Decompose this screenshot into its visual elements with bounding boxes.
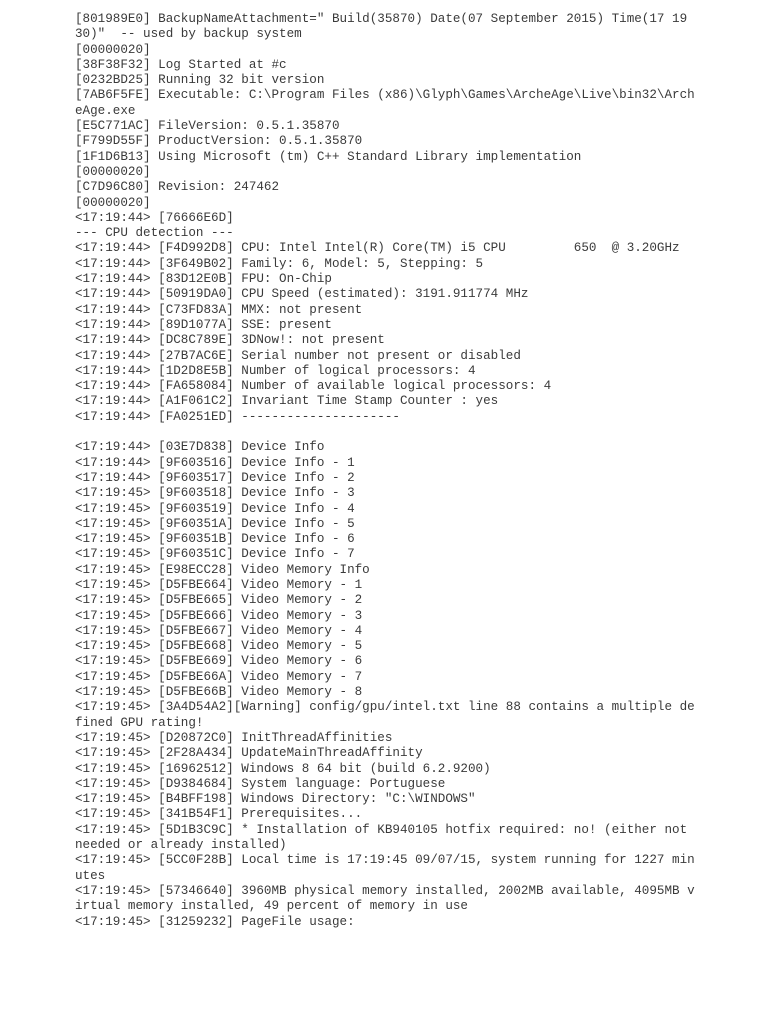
log-line: <17:19:45> [D20872C0] InitThreadAffinities [75, 730, 393, 745]
log-line: <17:19:45> [9F60351A] Device Info - 5 [75, 516, 355, 531]
log-line: <17:19:45> [D5FBE668] Video Memory - 5 [75, 639, 363, 654]
log-line: <17:19:45> [D5FBE666] Video Memory - 3 [75, 608, 363, 623]
log-line: <17:19:45> [2F28A434] UpdateMainThreadAffinity [75, 746, 423, 761]
log-line: <17:19:45> [9F60351B] Device Info - 6 [75, 532, 355, 547]
log-line: [7AB6F5FE] Executable: C:\Program Files (x86)\Glyph\Games\ArcheAge\Live\bin32\ArcheAge.exe [75, 88, 695, 118]
log-line: <17:19:44> [83D12E0B] FPU: On-Chip [75, 272, 332, 287]
log-line: <17:19:45> [D5FBE664] Video Memory - 1 [75, 577, 363, 592]
log-line: <17:19:44> [A1F061C2] Invariant Time Stamp Counter : yes [75, 394, 499, 409]
log-line: <17:19:44> [FA0251ED] --------------------- [75, 409, 400, 424]
log-line: <17:19:45> [5CC0F28B] Local time is 17:19:45 09/07/15, system running for 1227 minutes [75, 853, 695, 883]
log-line: <17:19:44> [9F603516] Device Info - 1 [75, 455, 355, 470]
log-line: <17:19:44> [50919DA0] CPU Speed (estimated): 3191.911774 MHz [75, 287, 529, 302]
log-line: [38F38F32] Log Started at #c [75, 57, 287, 72]
log-line: <17:19:44> [3F649B02] Family: 6, Model: 5, Stepping: 5 [75, 256, 484, 271]
log-line: <17:19:44> [FA658084] Number of available logical processors: 4 [75, 379, 552, 394]
log-line: <17:19:45> [9F60351C] Device Info - 7 [75, 547, 355, 562]
log-line: <17:19:45> [341B54F1] Prerequisites... [75, 807, 363, 822]
log-line: <17:19:45> [B4BFF198] Windows Directory: "C:\WINDOWS" [75, 792, 476, 807]
log-line: <17:19:44> [C73FD83A] MMX: not present [75, 302, 363, 317]
log-line: <17:19:45> [3A4D54A2][Warning] config/gpu/intel.txt line 88 contains a multiple defined GPU rating! [75, 700, 695, 730]
log-line: [F799D55F] ProductVersion: 0.5.1.35870 [75, 134, 363, 149]
log-line: [00000020] [75, 42, 151, 57]
log-line: [801989E0] BackupNameAttachment=" Build(35870) Date(07 September 2015) Time(17 19 30)" -- used by backup system [75, 12, 695, 42]
log-line: [E5C771AC] FileVersion: 0.5.1.35870 [75, 119, 340, 134]
log-line: <17:19:44> [F4D992D8] CPU: Intel Intel(R) Core(TM) i5 CPU 650 @ 3.20GHz [75, 241, 680, 256]
log-line: <17:19:45> [D5FBE66B] Video Memory - 8 [75, 685, 363, 700]
log-line: <17:19:45> [9F603518] Device Info - 3 [75, 486, 355, 501]
log-line: <17:19:45> [9F603519] Device Info - 4 [75, 501, 355, 516]
log-line: <17:19:45> [D5FBE665] Video Memory - 2 [75, 593, 363, 608]
log-line: <17:19:45> [E98ECC28] Video Memory Info [75, 562, 370, 577]
log-line: [1F1D6B13] Using Microsoft (tm) C++ Standard Library implementation [75, 149, 582, 164]
log-line: <17:19:44> [9F603517] Device Info - 2 [75, 470, 355, 485]
log-line: <17:19:45> [D5FBE669] Video Memory - 6 [75, 654, 363, 669]
log-line: <17:19:45> [D9384684] System language: Portuguese [75, 776, 446, 791]
log-line: <17:19:45> [31259232] PageFile usage: [75, 914, 355, 929]
log-line: [C7D96C80] Revision: 247462 [75, 180, 280, 195]
log-line: <17:19:44> [89D1077A] SSE: present [75, 317, 332, 332]
log-line: <17:19:44> [76666E6D] [75, 210, 234, 225]
log-line: <17:19:45> [D5FBE667] Video Memory - 4 [75, 623, 363, 638]
log-line: <17:19:44> [DC8C789E] 3DNow!: not present [75, 333, 385, 348]
log-text-block [75, 12, 695, 930]
log-line: <17:19:45> [16962512] Windows 8 64 bit (build 6.2.9200) [75, 761, 491, 776]
log-line: <17:19:44> [1D2D8E5B] Number of logical processors: 4 [75, 363, 476, 378]
log-line: <17:19:45> [57346640] 3960MB physical memory installed, 2002MB available, 4095MB virtual memory installed, 49 percent of memory in use [75, 883, 695, 914]
log-line [75, 425, 695, 440]
log-line: --- CPU detection --- [75, 226, 234, 241]
log-line: <17:19:44> [03E7D838] Device Info [75, 440, 325, 455]
log-line: <17:19:45> [5D1B3C9C] * Installation of KB940105 hotfix required: no! (either not needed or already installed) [75, 822, 695, 853]
log-line: [00000020] [75, 164, 151, 179]
log-line: [00000020] [75, 195, 151, 210]
log-line: <17:19:44> [27B7AC6E] Serial number not present or disabled [75, 348, 521, 363]
log-line: [0232BD25] Running 32 bit version [75, 73, 325, 88]
log-line: <17:19:45> [D5FBE66A] Video Memory - 7 [75, 669, 363, 684]
